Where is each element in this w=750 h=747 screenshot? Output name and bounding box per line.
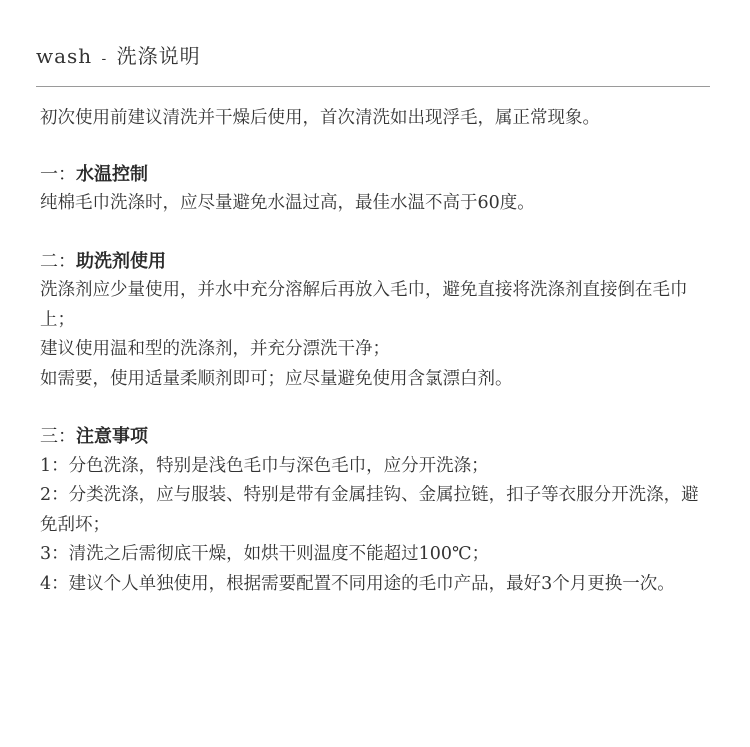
- section-title: 注意事项: [76, 426, 148, 447]
- instruction-line: 纯棉毛巾洗涤时，应尽量避免水温过高，最佳水温不高于60度。: [40, 193, 535, 213]
- page-title: [36, 40, 201, 69]
- title-english: wash: [36, 44, 93, 68]
- instruction-line: 3：清洗之后需彻底干燥，如烘干则温度不能超过100℃；: [40, 544, 490, 564]
- section-heading: [40, 422, 712, 452]
- section-heading: [40, 247, 712, 277]
- title-separator: -: [101, 51, 108, 67]
- header-divider: [36, 86, 710, 87]
- title-chinese: 洗涤说明: [116, 44, 201, 68]
- section-number: 二：: [40, 250, 76, 272]
- instructions-content: [40, 104, 712, 599]
- instruction-line: 建议使用温和型的洗涤剂，并充分漂洗干净；: [40, 339, 390, 359]
- instruction-line: 如需要，使用适量柔顺剂即可；应尽量避免使用含氯漂白剂。: [40, 368, 513, 389]
- section-title: 助洗剂使用: [76, 250, 166, 272]
- section-precautions: [40, 422, 712, 599]
- section-water-temperature: [40, 160, 712, 219]
- intro-paragraph: 初次使用前建议清洗并干燥后使用，首次清洗如出现浮毛，属正常现象。: [40, 108, 600, 128]
- section-number: 一：: [40, 163, 76, 185]
- instruction-line: 2：分类洗涤，应与服装、特别是带有金属挂钩、金属拉链，扣子等衣服分开洗涤，避免刮坏；: [40, 485, 699, 535]
- instruction-line: 4：建议个人单独使用，根据需要配置不同用途的毛巾产品，最好3个月更换一次。: [40, 573, 675, 594]
- section-title: 水温控制: [76, 163, 148, 185]
- instruction-line: 1：分色洗涤，特别是浅色毛巾与深色毛巾，应分开洗涤；: [40, 455, 489, 476]
- instruction-line: 洗涤剂应少量使用，并水中充分溶解后再放入毛巾，避免直接将洗涤剂直接倒在毛巾上；: [40, 280, 688, 330]
- section-heading: [40, 160, 712, 190]
- section-detergent-usage: [40, 247, 712, 395]
- section-number: 三：: [40, 426, 76, 447]
